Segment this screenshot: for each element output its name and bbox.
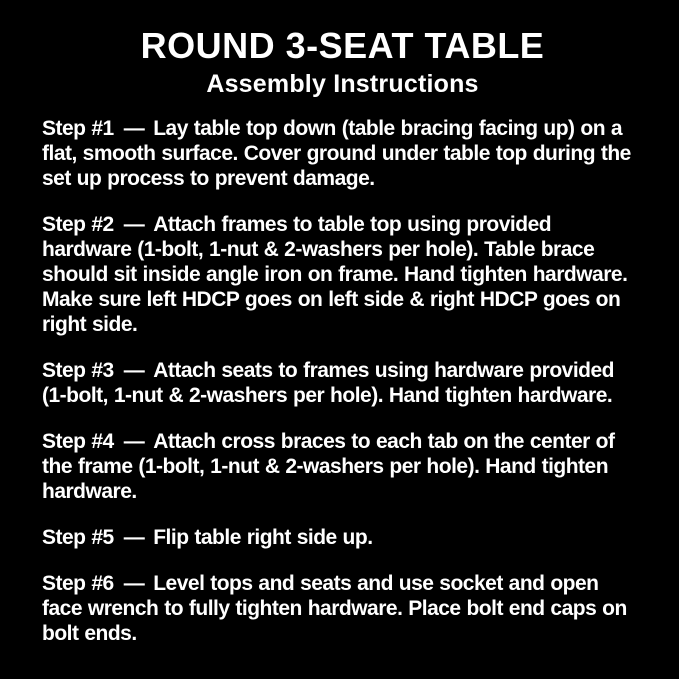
step-dash: — [123, 526, 145, 550]
step-text: Level tops and seats and use socket and open face wrench to fully tighten hardware. Place bolt end caps on bolt ends. [42, 572, 627, 646]
step-dash: — [123, 359, 145, 383]
step-label: Step #4 [42, 430, 114, 454]
step-dash: — [123, 213, 145, 237]
step-dash: — [123, 430, 145, 454]
step-item-4 [42, 429, 642, 504]
step-text: Attach cross braces to each tab on the center of the frame (1-bolt, 1-nut & 2-washers per hole). Hand tighten hardware. [42, 430, 615, 504]
step-label: Step #5 [42, 526, 114, 550]
step-dash: — [123, 572, 145, 596]
step-item-3 [42, 358, 642, 408]
step-item-5 [42, 525, 642, 550]
step-label: Step #6 [42, 572, 114, 596]
step-text: Attach seats to frames using hardware provided (1-bolt, 1-nut & 2-washers per hole). Hand tighten hardware. [42, 359, 614, 408]
step-text: Attach frames to table top using provided hardware (1-bolt, 1-nut & 2-washers per hole). Table brace should sit inside angle iron on frame. Hand tighten hardware. Make sure left HDCP goes on left side & right HDCP goes on right side. [42, 213, 628, 337]
step-item-2 [42, 212, 642, 337]
step-item-6 [42, 571, 642, 646]
page-title: ROUND 3-SEAT TABLE [140, 25, 545, 66]
step-label: Step #1 [42, 117, 114, 141]
step-text: Flip table right side up. [153, 526, 373, 550]
step-dash: — [123, 117, 145, 141]
page-subtitle: Assembly Instructions [206, 69, 479, 98]
step-label: Step #2 [42, 213, 114, 237]
step-label: Step #3 [42, 359, 114, 383]
step-text: Lay table top down (table bracing facing up) on a flat, smooth surface. Cover ground under table top during the set up process to prevent damage. [42, 117, 631, 191]
steps-list [42, 116, 642, 646]
step-item-1 [42, 116, 642, 191]
